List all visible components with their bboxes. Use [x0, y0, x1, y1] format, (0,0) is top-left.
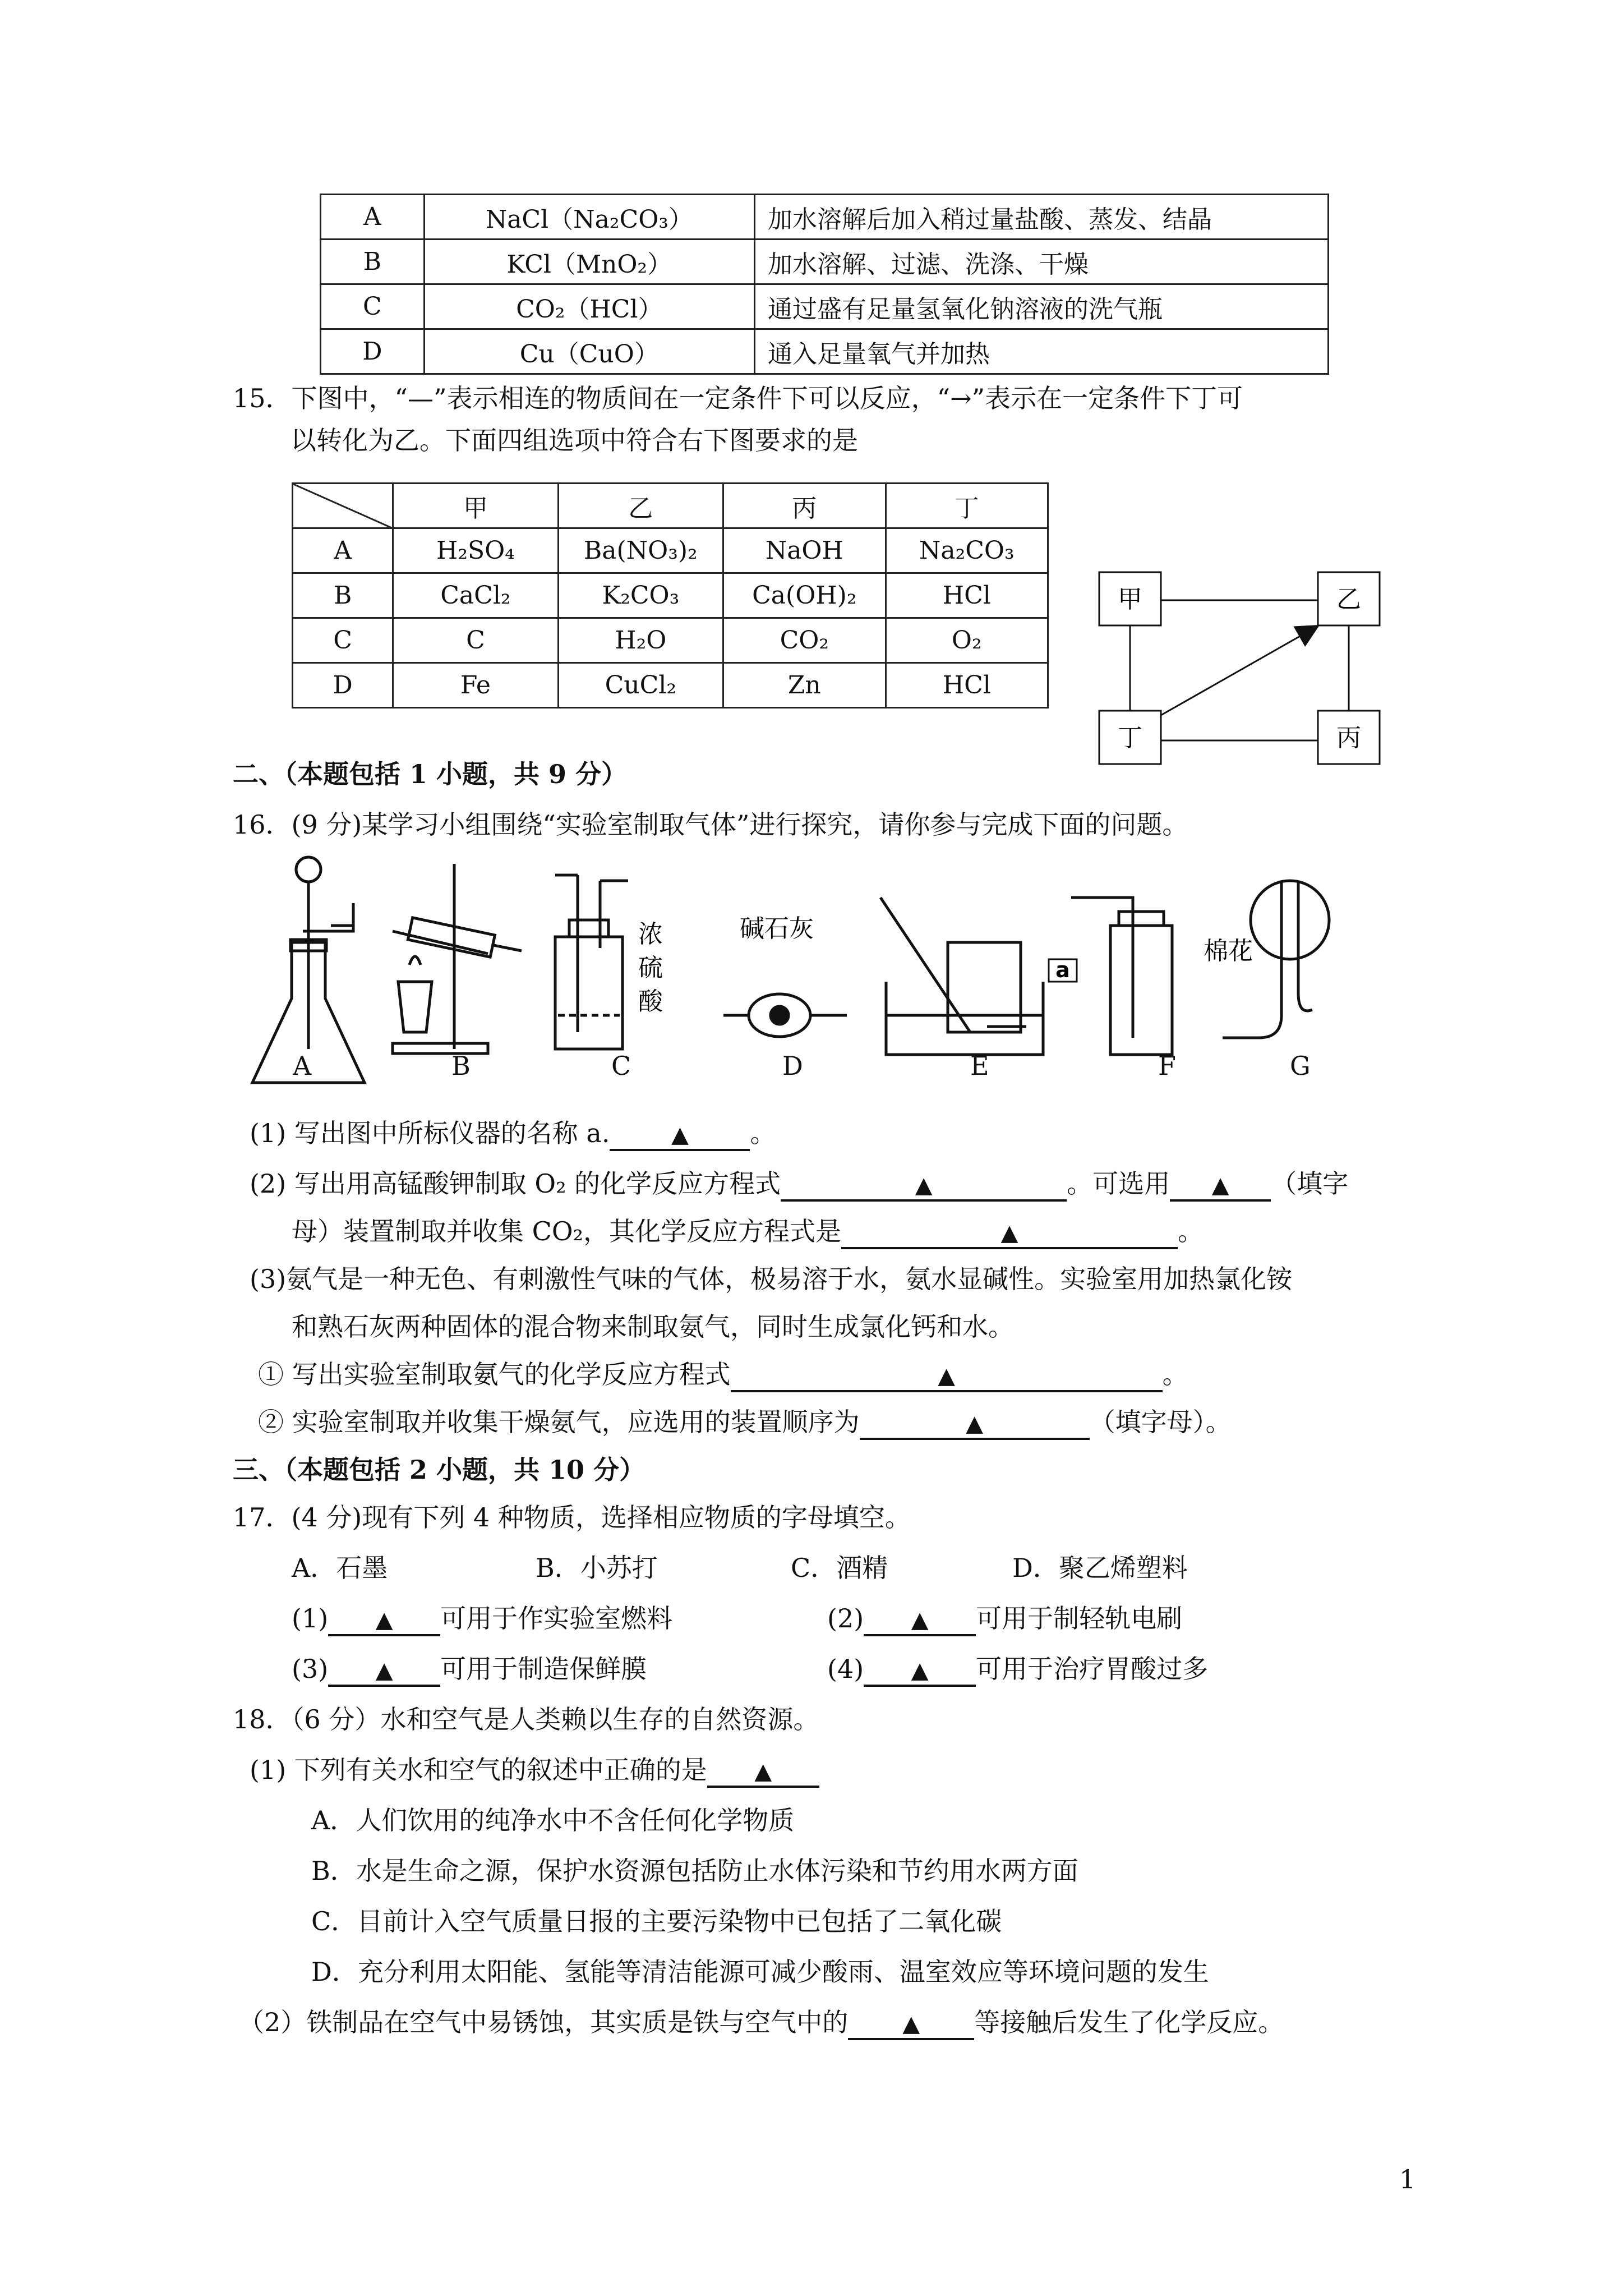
q15-cell: Na₂CO₃	[886, 528, 1048, 573]
q17-stem: 17．(4 分)现有下列 4 种物质，选择相应物质的字母填空。	[233, 1502, 911, 1533]
q18-option: D．充分利用太阳能、氢能等清洁能源可减少酸雨、温室效应等环境问题的发生	[311, 1957, 1209, 1987]
q15-cell: K₂CO₃	[558, 573, 723, 618]
q15-cell: O₂	[886, 618, 1048, 663]
q16-part3-line1: (3)氨气是一种无色、有刺激性气味的气体，极易溶于水，氨水显碱性。实验室用加热氯化铵	[250, 1264, 1293, 1294]
q15-cell: CuCl₂	[558, 663, 723, 708]
apparatus-e-trough	[880, 898, 1043, 1055]
q16-part3-1-end: 。	[1162, 1359, 1188, 1389]
q16-part2b-text: 母）装置制取并收集 CO₂，其化学反应方程式是	[292, 1216, 841, 1246]
diagonal-line	[293, 484, 394, 529]
q15-cell: HCl	[886, 573, 1048, 618]
answer-mark-icon: ▲	[671, 1122, 689, 1148]
q18-part2-end: 等接触后发生了化学反应。	[974, 2007, 1284, 2037]
node-bing: 丙	[1336, 724, 1361, 752]
answer-blank[interactable]	[328, 1655, 440, 1687]
q17-blank-2	[827, 1602, 1182, 1636]
q18-part1	[250, 1753, 819, 1788]
q14-method: 通过盛有足量氢氧化钠溶液的洗气瓶	[754, 284, 1328, 329]
q18-part2	[238, 2005, 1284, 2040]
answer-blank[interactable]	[860, 1408, 1090, 1440]
q14-opt: C	[321, 284, 425, 329]
section-3-heading: 三、（本题包括 2 小题，共 10 分）	[233, 1455, 645, 1485]
q15-stem-line1: 15．下图中，“—”表示相连的物质间在一定条件下可以反应，“→”表示在一定条件下丁可	[233, 383, 1243, 413]
answer-mark-icon: ▲	[911, 1658, 929, 1683]
q15-cell: C	[393, 618, 558, 663]
q16-part3-line2: 和熟石灰两种固体的混合物来制取氨气，同时生成氯化钙和水。	[292, 1312, 1014, 1342]
q17-blank-4-num: (4)	[827, 1654, 864, 1684]
q16-part1-end: 。	[750, 1118, 776, 1148]
answer-mark-icon: ▲	[375, 1658, 393, 1683]
answer-mark-icon: ▲	[966, 1411, 983, 1437]
answer-mark-icon: ▲	[1000, 1220, 1018, 1246]
q16-part1-text: (1) 写出图中所标仪器的名称 a.	[250, 1118, 610, 1148]
q16-part3-2	[258, 1405, 1232, 1440]
q17-blank-4-text: 可用于治疗胃酸过多	[976, 1654, 1209, 1684]
q16-part3-2-end: （填字母）。	[1089, 1407, 1232, 1437]
q15-cell: Ca(OH)₂	[723, 573, 886, 618]
q16-part3-1-text: ① 写出实验室制取氨气的化学反应方程式	[258, 1359, 731, 1389]
answer-blank[interactable]	[707, 1756, 819, 1788]
apparatus-c-wash-bottle	[555, 875, 628, 1049]
node-jia: 甲	[1118, 585, 1142, 614]
q15-cell: Ba(NO₃)₂	[558, 528, 723, 573]
section-2-heading: 二、（本题包括 1 小题，共 9 分）	[233, 759, 628, 789]
answer-mark-icon: ▲	[938, 1363, 955, 1389]
q15-cell: Fe	[393, 663, 558, 708]
apparatus-label: D	[782, 1051, 803, 1081]
q15-cell: NaOH	[723, 528, 886, 573]
q15-header: 乙	[558, 484, 723, 528]
q16-part2-mid: 。可选用	[1067, 1168, 1170, 1199]
answer-blank[interactable]	[1170, 1170, 1271, 1202]
page-number: 1	[1399, 2164, 1416, 2194]
q15-header: 丁	[886, 484, 1048, 528]
answer-blank[interactable]	[731, 1360, 1163, 1392]
q14-method: 加水溶解后加入稍过量盐酸、蒸发、结晶	[754, 195, 1328, 240]
answer-blank[interactable]	[841, 1217, 1178, 1249]
g-reagent: 棉花	[1204, 937, 1253, 965]
q15-cell: H₂O	[558, 618, 723, 663]
q17-blank-2-num: (2)	[827, 1603, 864, 1634]
q15-cell: CaCl₂	[393, 573, 558, 618]
c-reagent-1: 浓	[638, 920, 663, 949]
q17-blank-1-text: 可用于作实验室燃料	[440, 1603, 673, 1634]
q15-opt: D	[293, 663, 393, 708]
d-reagent: 碱石灰	[740, 914, 814, 943]
q18-stem: 18．（6 分）水和空气是人类赖以生存的自然资源。	[233, 1704, 819, 1734]
q14-options-table	[320, 194, 1329, 375]
answer-mark-icon: ▲	[902, 2011, 920, 2037]
q15-cell: CO₂	[723, 618, 886, 663]
q17-blank-1-num: (1)	[292, 1603, 329, 1634]
q14-method: 通入足量氧气并加热	[754, 329, 1328, 374]
c-reagent-3: 酸	[638, 987, 663, 1016]
q16-part2	[250, 1167, 1348, 1202]
answer-mark-icon: ▲	[375, 1607, 393, 1633]
c-reagent-2: 硫	[638, 954, 663, 982]
q17-blank-3-text: 可用于制造保鲜膜	[440, 1654, 647, 1684]
q17-option: A．石墨	[292, 1553, 388, 1583]
answer-blank[interactable]	[328, 1604, 440, 1636]
q17-option: D．聚乙烯塑料	[1012, 1553, 1188, 1583]
apparatus-label: A	[293, 1051, 312, 1081]
q15-relation-diagram	[1094, 564, 1402, 788]
q14-opt: B	[321, 240, 425, 284]
q16-part3-2-text: ② 实验室制取并收集干燥氨气，应选用的装置顺序为	[258, 1407, 860, 1437]
q17-option: B．小苏打	[536, 1553, 658, 1583]
q18-part1-text: (1) 下列有关水和空气的叙述中正确的是	[250, 1755, 707, 1785]
q15-options-table	[292, 482, 1049, 708]
answer-mark-icon: ▲	[915, 1172, 933, 1198]
q16-part1	[250, 1116, 776, 1151]
answer-blank[interactable]	[610, 1119, 750, 1151]
answer-blank[interactable]	[781, 1170, 1067, 1202]
q18-option: B．水是生命之源，保护水资源包括防止水体污染和节约用水两方面	[311, 1856, 1078, 1886]
apparatus-label: F	[1158, 1051, 1176, 1081]
q15-opt: B	[293, 573, 393, 618]
q17-option: C．酒精	[791, 1553, 888, 1583]
q16-stem: 16．(9 分)某学习小组围绕“实验室制取气体”进行探究，请你参与完成下面的问题。	[233, 809, 1188, 840]
q15-header: 甲	[393, 484, 558, 528]
answer-blank[interactable]	[848, 2008, 974, 2040]
apparatus-d-drying-tube	[723, 994, 847, 1037]
q15-cell: HCl	[886, 663, 1048, 708]
q14-substance: CO₂（HCl）	[424, 284, 754, 329]
q14-opt: A	[321, 195, 425, 240]
node-ding: 丁	[1118, 724, 1142, 752]
answer-mark-icon: ▲	[754, 1759, 772, 1784]
q16-part2-end: （填字	[1271, 1168, 1349, 1199]
answer-mark-icon: ▲	[1211, 1172, 1229, 1198]
q14-opt: D	[321, 329, 425, 374]
q15-stem-line2: 以转化为乙。下面四组选项中符合右下图要求的是	[291, 425, 858, 455]
apparatus-label: C	[611, 1051, 631, 1081]
answer-mark-icon: ▲	[911, 1607, 929, 1633]
q15-header-diagonal	[293, 484, 393, 528]
apparatus-label: B	[451, 1051, 471, 1081]
q17-blank-3	[292, 1652, 647, 1687]
q14-method: 加水溶解、过滤、洗涤、干燥	[754, 240, 1328, 284]
answer-blank[interactable]	[864, 1655, 976, 1687]
q15-opt: A	[293, 528, 393, 573]
q14-substance: NaCl（Na₂CO₃）	[424, 195, 754, 240]
q18-option: A．人们饮用的纯净水中不含任何化学物质	[311, 1805, 795, 1835]
q14-substance: Cu（CuO）	[424, 329, 754, 374]
q16-part2b	[292, 1214, 1204, 1249]
apparatus-label: E	[970, 1051, 989, 1081]
q16-part2-text: (2) 写出用高锰酸钾制取 O₂ 的化学反应方程式	[250, 1168, 781, 1199]
answer-blank[interactable]	[864, 1604, 976, 1636]
q18-option: C．目前计入空气质量日报的主要污染物中已包括了二氧化碳	[311, 1906, 1002, 1936]
q15-cell: Zn	[723, 663, 886, 708]
q17-blank-3-num: (3)	[292, 1654, 329, 1684]
q17-blank-1	[292, 1602, 672, 1636]
apparatus-f-bottle	[1071, 898, 1172, 1055]
q15-cell: H₂SO₄	[393, 528, 558, 573]
apparatus-e-mark: a	[1055, 958, 1070, 982]
q14-substance: KCl（MnO₂）	[424, 240, 754, 284]
q17-blank-2-text: 可用于制轻轨电刷	[976, 1603, 1183, 1634]
q16-part2b-end: 。	[1177, 1216, 1204, 1246]
q15-header: 丙	[723, 484, 886, 528]
node-yi: 乙	[1336, 585, 1361, 614]
q16-part3-1	[258, 1358, 1188, 1392]
q17-blank-4	[827, 1652, 1208, 1687]
q15-opt: C	[293, 618, 393, 663]
q16-apparatus-figure	[241, 847, 1391, 1094]
q18-part2-text: （2）铁制品在空气中易锈蚀，其实质是铁与空气中的	[238, 2007, 849, 2037]
apparatus-b-heater	[393, 864, 522, 1053]
apparatus-label: G	[1290, 1051, 1311, 1081]
